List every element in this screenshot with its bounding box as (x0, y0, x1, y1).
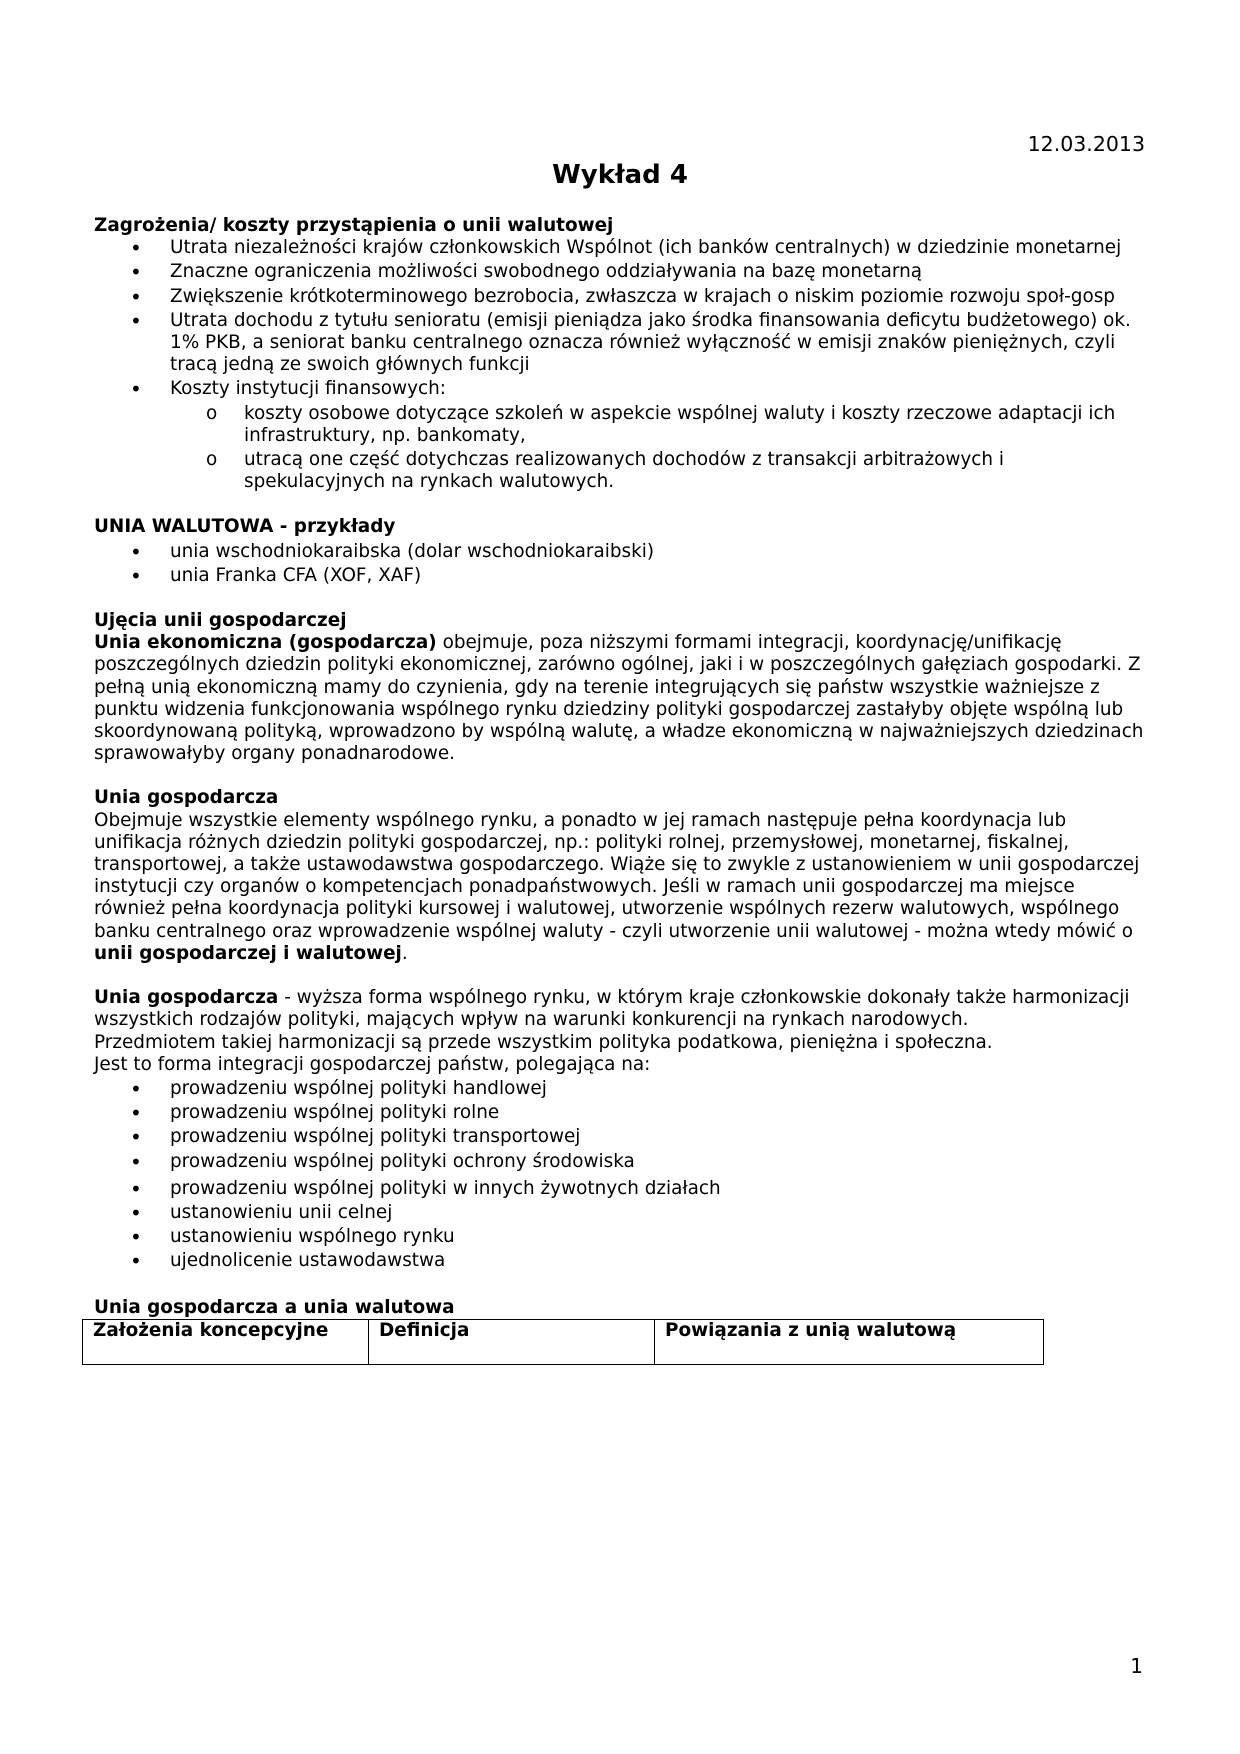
list-item: • prowadzeniu wspólnej polityki w innych żywotnych działach (94, 1178, 1144, 1200)
sub-list-item: o koszty osobowe dotyczące szkoleń w aspekcie wspólnej waluty i koszty rzeczowe adaptacji ich infrastruktury, np. bankomaty, (94, 403, 1144, 447)
harmonization-paragraph: Przedmiotem takiej harmonizacji są przede wszystkim polityka podatkowa, pieniężna i społeczna. (94, 1031, 993, 1053)
sub-list-item: o utracą one część dotychczas realizowanych dochodów z transakcji arbitrażowych i spekulacyjnych na rynkach walutowych. (94, 449, 1144, 493)
bold-term: Unia ekonomiczna (gospodarcza) (94, 632, 437, 654)
economic-union-definition: Unia gospodarcza - wyższa forma wspólnego rynku, w którym kraje członkowskie dokonały także harmonizacji wszystkich rodzajów polityki, mających wpływ na warunki konkurencji na rynkach narodowych. (94, 987, 1130, 1031)
list-item: • Utrata niezależności krajów członkowskich Wspólnot (ich banków centralnych) w dziedzinie monetarnej (94, 237, 1144, 259)
list-item: • ustanowieniu unii celnej (94, 1202, 1144, 1224)
section-heading-comparison: Unia gospodarcza a unia walutowa (94, 1296, 455, 1318)
table-header-cell: Definicja (369, 1319, 655, 1364)
bold-term: unii gospodarczej i walutowej (94, 942, 402, 964)
document-date: 12.03.2013 (1027, 132, 1145, 156)
list-item: • unia wschodniokaraibska (dolar wschodniokaraibski) (94, 541, 1144, 563)
economic-union-paragraph: Unia ekonomiczna (gospodarcza) obejmuje, poza niższymi formami integracji, koordynację/unifikację poszczególnych dziedzin polityki ekonomicznej, zarówno ogólnej, jaki i w poszczególnych gałęziach gospodarki. Z pełną unią ekonomiczną mamy do czynienia, gdy na terenie integrujących się państw wszystkie ważniejsze z punktu widzenia funkcjonowania wspólnego rynku dziedziny polityki gospodarczej zastałyby objęte wspólną lub skoordynowaną polityką, wprowadzono by wspólną walutę, a władze ekonomiczną w najważniejszych dziedzinach sprawowałyby organy ponadnarodowe. (94, 632, 1144, 765)
integration-list (94, 1078, 1144, 1273)
list-item: • ujednolicenie ustawodawstwa (94, 1250, 1144, 1272)
examples-list (94, 541, 1144, 587)
list-item: • Zwiększenie krótkoterminowego bezrobocia, zwłaszcza w krajach o niskim poziomie rozwoju społ-gosp (94, 286, 1144, 308)
section-heading-examples: UNIA WALUTOWA - przykłady (94, 516, 396, 538)
bold-term: Unia gospodarcza (94, 987, 279, 1009)
comparison-table (82, 1319, 1044, 1365)
document-title: Wykład 4 (552, 160, 688, 190)
list-item: • prowadzeniu wspólnej polityki handlowej (94, 1078, 1144, 1100)
table-header-cell: Powiązania z unią walutową (655, 1319, 1044, 1364)
page-number: 1 (1130, 1654, 1143, 1678)
section-heading-economic-union: Unia gospodarcza (94, 787, 279, 809)
list-item: • Utrata dochodu z tytułu senioratu (emisji pieniądza jako środka finansowania deficytu budżetowego) ok. 1% PKB, a seniorat banku centralnego oznacza również wyłączność w emisji znaków pieniężnych, czyli tracą jedną ze swoich głównych funkcji (94, 310, 1144, 377)
list-item: • prowadzeniu wspólnej polityki ochrony środowiska (94, 1151, 1144, 1173)
list-item: • ustanowieniu wspólnego rynku (94, 1226, 1144, 1248)
list-item: • unia Franka CFA (XOF, XAF) (94, 565, 1144, 587)
integration-paragraph: Jest to forma integracji gospodarczej państw, polegająca na: (94, 1053, 651, 1075)
list-item: • Koszty instytucji finansowych: (94, 378, 1144, 400)
list-item: • prowadzeniu wspólnej polityki rolne (94, 1102, 1144, 1124)
economic-union-description: Obejmuje wszystkie elementy wspólnego rynku, a ponadto w jej ramach następuje pełna koordynacja lub unifikacja różnych dziedzin polityki gospodarczej, np.: polityki rolnej, przemysłowej, monetarnej, fiskalnej, transportowej, a także ustawodawstwa gospodarczego. Wiąże się to zwykle z ustanowieniem w unii gospodarczej instytucji czy organów o kompetencjach ponadpaństwowych. Jeśli w ramach unii gospodarczej ma miejsce również pełna koordynacja polityki kursowej i walutowej, utworzenie wspólnych rezerw walutowych, wspólnego banku centralnego oraz wprowadzenie wspólnej waluty - czyli utworzenie unii walutowej - można wtedy mówić o unii gospodarczej i walutowej. (94, 809, 1140, 964)
costs-list (94, 237, 1144, 493)
list-item: • prowadzeniu wspólnej polityki transportowej (94, 1126, 1144, 1148)
table-header-cell: Założenia koncepcyjne (83, 1319, 369, 1364)
list-item: • Znaczne ograniczenia możliwości swobodnego oddziaływania na bazę monetarną (94, 261, 1144, 283)
section-heading-costs: Zagrożenia/ koszty przystąpienia o unii walutowej (94, 215, 614, 236)
document-body (94, 215, 1144, 1365)
table-header-row (83, 1319, 1044, 1364)
section-heading-approaches: Ujęcia unii gospodarczej (94, 610, 347, 632)
